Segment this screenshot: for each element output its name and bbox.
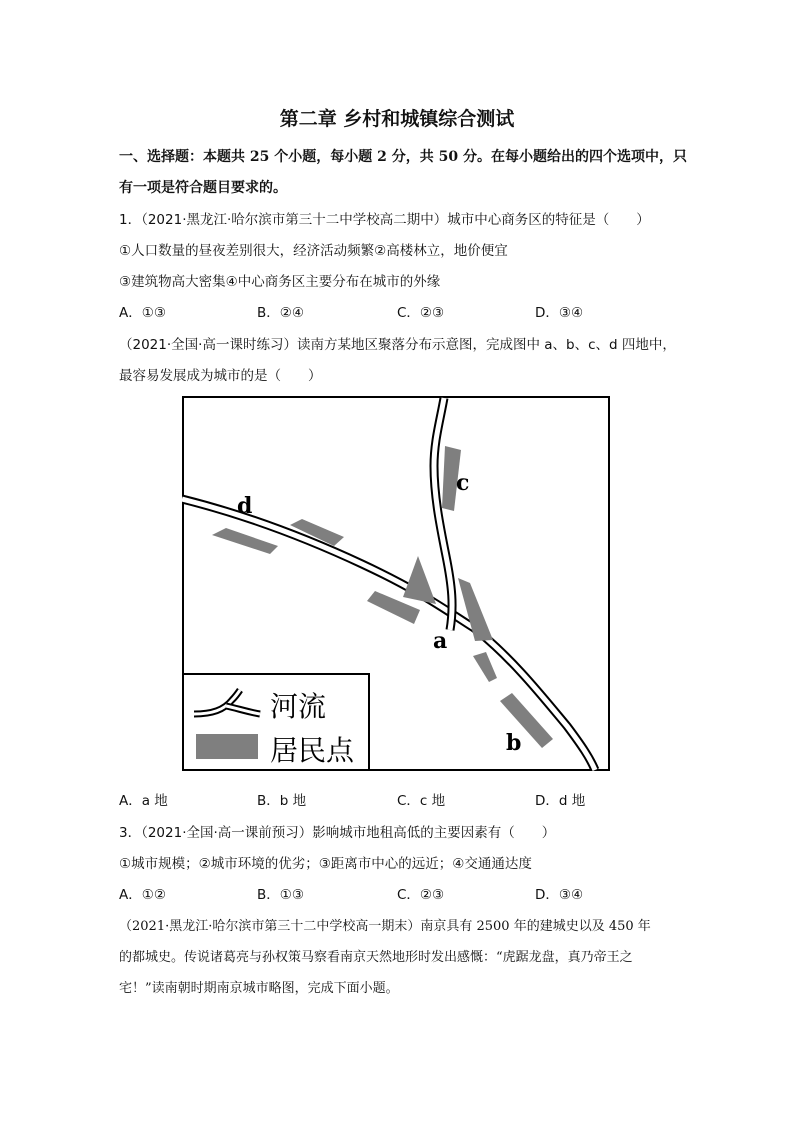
q2-option-b[interactable]: B．b 地 — [257, 793, 307, 809]
section-instruction-line2: 有一项是符合题目要求的。 — [119, 180, 287, 196]
q1-option-d[interactable]: D．③④ — [535, 305, 584, 321]
q3-option-b[interactable]: B．①③ — [257, 887, 304, 903]
label-b: b — [506, 730, 522, 756]
legend-river-label: 河流 — [270, 690, 327, 723]
legend-settlement-label: 居民点 — [270, 734, 355, 767]
q2-stem: （2021·全国·高一课时练习）读南方某地区聚落分布示意图，完成图中 a、b、c、d 四地中， — [119, 337, 676, 353]
q1-stem: 1．（2021·黑龙江·哈尔滨市第三十二中学校高二期中）城市中心商务区的特征是（ ） — [119, 212, 650, 228]
q3-stem: 3．（2021·全国·高一课前预习）影响城市地租高低的主要因素有（ ） — [119, 825, 556, 841]
q3-statements: ①城市规模；②城市环境的优劣；③距离市中心的远近；④交通通达度 — [119, 856, 532, 872]
q1-option-c[interactable]: C．②③ — [397, 305, 445, 321]
q2-option-d[interactable]: D．d 地 — [535, 793, 586, 809]
settlement-legend-icon — [196, 734, 258, 759]
q2-stem-line2: 最容易发展成为城市的是（ ） — [119, 368, 322, 384]
section-instruction-line1: 一、选择题：本题共 25 个小题，每小题 2 分，共 50 分。在每小题给出的四个选项中，只 — [119, 149, 687, 165]
q1-statement-3-4: ③建筑物高大密集④中心商务区主要分布在城市的外缘 — [119, 274, 441, 290]
q1-option-b[interactable]: B．②④ — [257, 305, 304, 321]
label-d: d — [237, 493, 253, 519]
q4-stem-line1: （2021·黑龙江·哈尔滨市第三十二中学校高一期末）南京具有 2500 年的建城史以及 450 年 — [119, 919, 651, 934]
settlement-map — [182, 396, 610, 771]
q1-option-a[interactable]: A．①③ — [119, 305, 166, 321]
label-c: c — [456, 470, 470, 496]
map-legend — [183, 674, 369, 770]
q1-statement-1-2: ①人口数量的昼夜差别很大，经济活动频繁②高楼林立，地价便宜 — [119, 243, 508, 259]
q2-option-a[interactable]: A．a 地 — [119, 793, 168, 809]
q3-option-c[interactable]: C．②③ — [397, 887, 445, 903]
q3-option-a[interactable]: A．①② — [119, 887, 166, 903]
label-a: a — [433, 628, 448, 654]
q4-stem-line3: 宅！”读南朝时期南京城市略图，完成下面小题。 — [119, 981, 399, 996]
q2-option-c[interactable]: C．c 地 — [397, 793, 446, 809]
q4-stem-line2: 的都城史。传说诸葛亮与孙权策马察看南京天然地形时发出感慨：“虎踞龙盘，真乃帝王之 — [119, 950, 633, 965]
page-title: 第二章 乡村和城镇综合测试 — [279, 108, 515, 130]
q3-option-d[interactable]: D．③④ — [535, 887, 584, 903]
